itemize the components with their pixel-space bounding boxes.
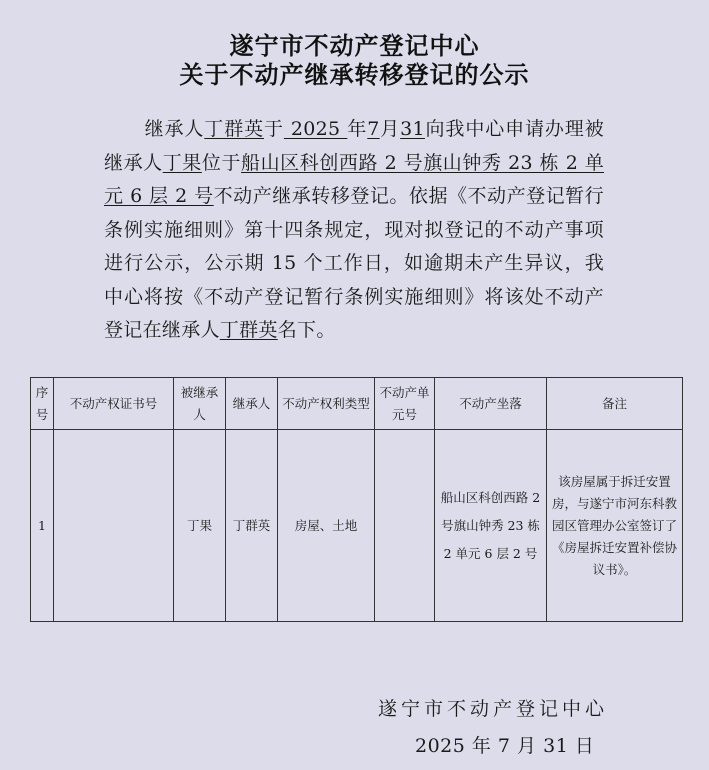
issue-date: 2025 年 7 月 31 日 — [415, 735, 595, 757]
column-header-heir: 继承人 — [226, 378, 278, 430]
cell-unit-no — [375, 430, 435, 622]
cell-remarks: 该房屋属于拆迁安置房，与遂宁市河东科教园区管理办公室签订了《房屋拆迁安置补偿协议书》。 — [547, 430, 683, 622]
issuing-organization: 遂宁市不动产登记中心 — [378, 698, 609, 720]
table-row — [31, 430, 683, 622]
body-text-segment: 继承人 — [144, 118, 205, 140]
decedent-name: 丁果 — [162, 151, 202, 174]
application-year: 2025 — [283, 118, 348, 140]
body-text-segment: 不动产继承转移登记。依据《不动产登记暂行条例实施细则》第十四条规定，现对拟登记的不动产事项进行公示，公示期 15 个工作日，如逾期未产生异议，我中心将按《不动产登记暂行条例实施细则》将该处不动产登记在继承人 — [104, 185, 604, 341]
column-header-certificate: 不动产权证书号 — [54, 378, 174, 430]
cell-index: 1 — [31, 430, 54, 622]
body-text-segment: 月 — [379, 118, 401, 140]
body-text-segment: 于 — [264, 118, 284, 140]
column-header-index: 序号 — [31, 378, 54, 430]
cell-certificate — [54, 430, 174, 622]
column-header-right-type: 不动产权利类型 — [278, 378, 375, 430]
cell-heir: 丁群英 — [226, 430, 278, 622]
body-text-segment: 名下。 — [277, 319, 336, 341]
body-text-segment: 向我中心申请办理被继承人 — [104, 118, 604, 174]
cell-decedent: 丁果 — [174, 430, 226, 622]
cell-right-type: 房屋、土地 — [278, 430, 375, 622]
column-header-location: 不动产坐落 — [435, 378, 547, 430]
property-location: 船山区科创西路 2 号旗山钟秀 23 栋 2 单元 6 层 2 号 — [104, 151, 604, 207]
registration-table — [30, 377, 683, 622]
page-subtitle: 关于不动产继承转移登记的公示 — [179, 61, 530, 89]
column-header-remarks: 备注 — [547, 378, 683, 430]
column-header-unit-no: 不动产单元号 — [375, 378, 435, 430]
body-text-segment: 位于 — [201, 151, 242, 174]
heir-name-repeat: 丁群英 — [219, 319, 278, 341]
body-text-segment: 年 — [347, 118, 368, 140]
column-header-decedent: 被继承人 — [174, 378, 226, 430]
page-title: 遂宁市不动产登记中心 — [229, 32, 480, 60]
cell-location: 船山区科创西路 2 号旗山钟秀 23 栋 2 单元 6 层 2 号 — [435, 430, 547, 622]
application-day: 31 — [400, 118, 425, 140]
heir-name: 丁群英 — [204, 118, 264, 140]
notice-body — [104, 113, 604, 348]
table-header-row — [31, 378, 683, 430]
application-month: 7 — [367, 118, 380, 140]
